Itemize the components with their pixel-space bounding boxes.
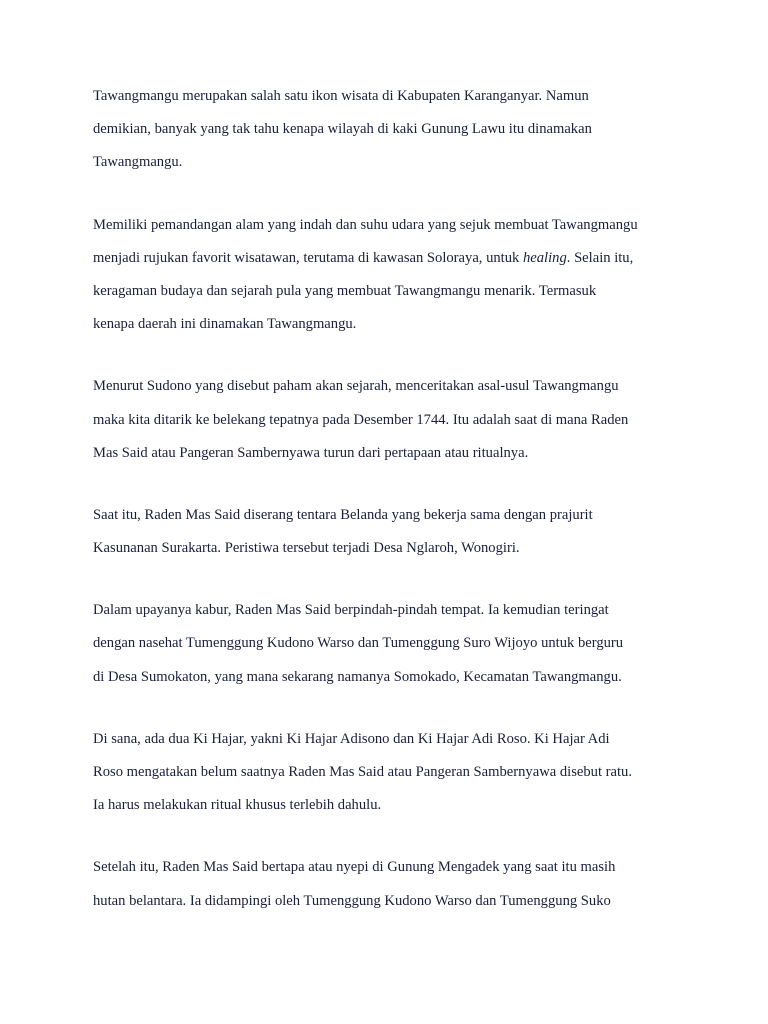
paragraph-gap bbox=[93, 824, 683, 853]
text-line: Kasunanan Surakarta. Peristiwa tersebut terjadi Desa Nglaroh, Wonogiri. bbox=[93, 540, 520, 557]
text-line: kenapa daerah ini dinamakan Tawangmangu. bbox=[93, 316, 357, 333]
paragraph-7 bbox=[93, 853, 683, 919]
paragraph-gap bbox=[93, 696, 683, 725]
text-line: demikian, banyak yang tak tahu kenapa wilayah di kaki Gunung Lawu itu dinamakan bbox=[93, 121, 592, 138]
text-line: Setelah itu, Raden Mas Said bertapa atau nyepi di Gunung Mengadek yang saat itu masih bbox=[93, 859, 616, 876]
text-line: Mas Said atau Pangeran Sambernyawa turun dari pertapaan atau ritualnya. bbox=[93, 444, 529, 461]
text-line: Tawangmangu merupakan salah satu ikon wisata di Kabupaten Karanganyar. Namun bbox=[93, 88, 589, 104]
text-line: di Desa Sumokaton, yang mana sekarang namanya Somokado, Kecamatan Tawangmangu. bbox=[93, 668, 622, 685]
text-line: dengan nasehat Tumenggung Kudono Warso dan Tumenggung Suro Wijoyo untuk berguru bbox=[93, 635, 624, 652]
text-line: Tawangmangu. bbox=[93, 154, 183, 171]
text-segment: menjadi rujukan favorit wisatawan, terutama di kawasan Soloraya, untuk bbox=[93, 249, 523, 266]
paragraph-gap bbox=[93, 472, 683, 501]
text-line-with-italic bbox=[93, 244, 683, 277]
text-line: maka kita ditarik ke belekang tepatnya pada Desember 1744. Itu adalah saat di mana Raden bbox=[93, 411, 629, 428]
text-line: Di sana, ada dua Ki Hajar, yakni Ki Hajar Adisono dan Ki Hajar Adi Roso. Ki Hajar Adi bbox=[93, 730, 610, 747]
paragraph-1 bbox=[93, 82, 683, 182]
text-line: Ia harus melakukan ritual khusus terlebih dahulu. bbox=[93, 797, 382, 814]
paragraph-gap bbox=[93, 567, 683, 596]
paragraph-gap bbox=[93, 343, 683, 372]
text-line: Menurut Sudono yang disebut paham akan sejarah, menceritakan asal-usul Tawangmangu bbox=[93, 378, 619, 395]
paragraph-6 bbox=[93, 725, 683, 825]
italic-term: healing bbox=[522, 249, 567, 266]
paragraph-gap bbox=[93, 182, 683, 211]
text-segment: . Selain itu, bbox=[566, 249, 634, 266]
paragraph-2 bbox=[93, 211, 683, 344]
paragraph-5 bbox=[93, 596, 683, 696]
text-line: Dalam upayanya kabur, Raden Mas Said berpindah-pindah tempat. Ia kemudian teringat bbox=[93, 602, 609, 619]
paragraph-3 bbox=[93, 372, 683, 472]
text-line: Roso mengatakan belum saatnya Raden Mas Said atau Pangeran Sambernyawa disebut ratu. bbox=[93, 764, 633, 780]
text-line: Memiliki pemandangan alam yang indah dan suhu udara yang sejuk membuat Tawangmangu bbox=[93, 216, 638, 233]
text-line: Saat itu, Raden Mas Said diserang tentara Belanda yang bekerja sama dengan prajurit bbox=[93, 506, 593, 523]
document-body bbox=[93, 82, 683, 920]
text-line: hutan belantara. Ia didampingi oleh Tumenggung Kudono Warso dan Tumenggung Suko bbox=[93, 892, 611, 909]
text-line: keragaman budaya dan sejarah pula yang membuat Tawangmangu menarik. Termasuk bbox=[93, 282, 597, 299]
paragraph-4 bbox=[93, 501, 683, 567]
